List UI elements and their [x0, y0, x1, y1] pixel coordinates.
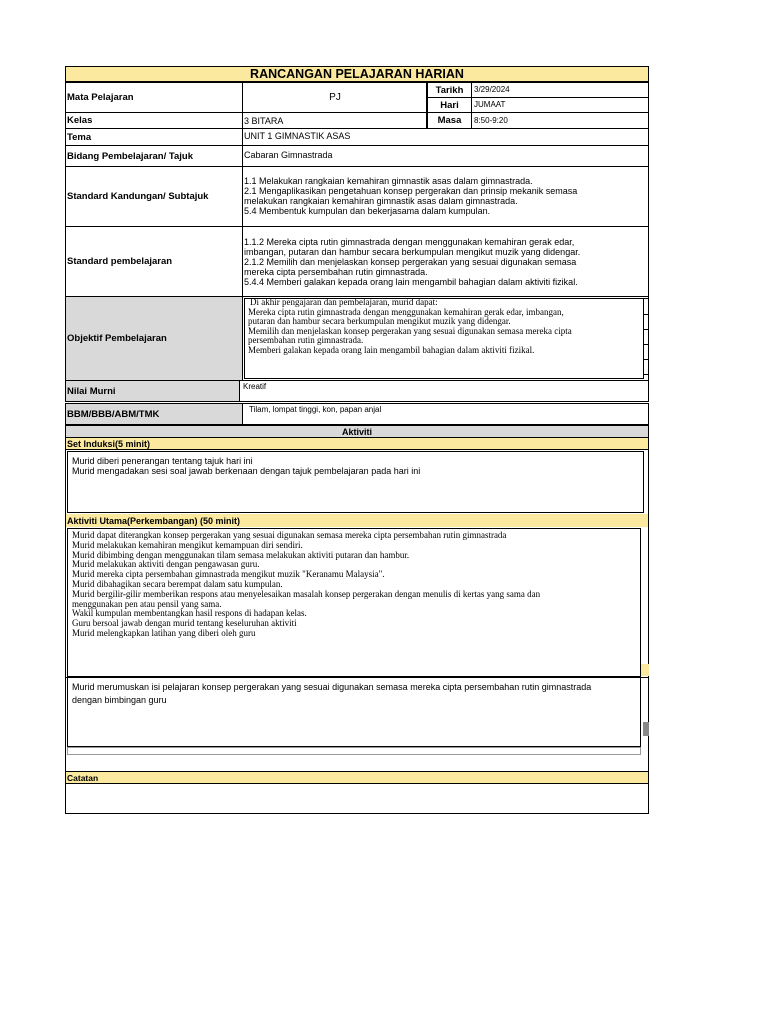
objektif-text	[248, 298, 644, 356]
au-line: Murid mereka cipta persembahan gimnastrada mengikut muzik "Keranamu Malaysia".	[72, 569, 385, 580]
obj-line: Memilih dan menjelaskan konsep pergerakan yang sesuai digunakan semasa mereka cipta	[248, 325, 572, 336]
sp-line: imbangan, putaran dan hambur secara berkumpulan mengikut muzik yang didengar.	[244, 247, 581, 257]
standard-pembelajaran-text	[244, 237, 646, 287]
obj-line: Mereka cipta rutin gimnastrada dengan menggunakan kemahiran gerak edar, imbangan,	[248, 306, 564, 317]
au-line: Murid dibimbing dengan menggunakan tilam semasa melakukan aktiviti putaran dan hambur.	[72, 549, 410, 560]
obj-line: Di akhir pengajaran dan pembelajaran, murid dapat:	[250, 297, 438, 307]
sp-line: 1.1.2 Mereka cipta rutin gimnastrada dengan menggunakan kemahiran gerak edar,	[244, 237, 575, 247]
au-line: menggunakan pen atau pensil yang sama.	[72, 598, 222, 609]
penutup-line: dengan bimbingan guru	[72, 694, 167, 705]
obj-line: Memberi galakan kepada orang lain mengambil bahagian dalam aktiviti fizikal.	[248, 344, 535, 355]
mata-pelajaran-label: Mata Pelajaran	[67, 92, 134, 103]
nilai-murni-value: Kreatif	[243, 382, 267, 391]
page-title: RANCANGAN PELAJARAN HARIAN	[250, 67, 464, 81]
kelas-value: 3 BITARA	[244, 115, 284, 126]
mata-pelajaran-value: PJ	[329, 91, 341, 103]
sp-line: 2.1.2 Memilih dan menjelaskan konsep pergerakan yang sesuai digunakan semasa	[244, 257, 577, 267]
standard-kandungan-label: Standard Kandungan/ Subtajuk	[67, 191, 209, 202]
au-line: Guru bersoal jawab dengan murid tentang keseluruhan aktiviti	[72, 618, 297, 629]
catatan-label: Catatan	[67, 772, 99, 783]
bidang-label: Bidang Pembelajaran/ Tajuk	[67, 150, 194, 162]
au-line: Murid melengkapkan latihan yang diberi oleh guru	[72, 627, 256, 638]
set-induksi-label: Set Induksi(5 minit)	[67, 438, 151, 449]
masa-label: Masa	[437, 115, 462, 126]
sk-line: 5.4 Membentuk kumpulan dan bekerjasama dalam kumpulan.	[244, 206, 491, 216]
au-line: Murid melakukan aktiviti dengan pengawasan guru.	[72, 559, 260, 570]
au-line: Murid dibahagikan secara berempat dalam satu kumpulan.	[72, 578, 283, 589]
si-line: Murid mengadakan sesi soal jawab berkenaan dengan tajuk pembelajaran pada hari ini	[72, 466, 421, 476]
catatan-area	[65, 783, 649, 814]
au-line: Murid bergilir-gilir memberikan respons atau menyelesaikan masalah konsep pergerakan dengan menulis di kertas yang sama dan	[72, 588, 541, 599]
objektif-side-lines	[644, 298, 649, 379]
au-line: Murid melakukan kemahiran mengikut kemampuan diri sendiri.	[72, 539, 303, 550]
set-induksi-text	[72, 456, 632, 476]
sk-line: melakukan rangkaian kemahiran gimnastik asas dalam gimnastrada.	[244, 196, 518, 206]
sk-line: 1.1 Melakukan rangkaian kemahiran gimnastik asas dalam gimnastrada.	[244, 176, 533, 186]
bbm-label: BBM/BBB/ABM/TMK	[67, 408, 160, 420]
sp-line: mereka cipta persembahan rutin gimnastrada.	[244, 267, 428, 277]
au-line: Murid dapat diterangkan konsep pergerakan yang sesuai digunakan semasa mereka cipta persembahan rutin gimnastrada	[72, 530, 507, 540]
standard-pembelajaran-label: Standard pembelajaran	[67, 256, 173, 267]
obj-line: persembahan rutin gimnastrada.	[248, 335, 364, 346]
sp-line: 5.4.4 Memberi galakan kepada orang lain mengambil bahagian dalam aktiviti fizikal.	[244, 277, 578, 287]
au-line: Wakil kumpulan membentangkan hasil respons di hadapan kelas.	[72, 608, 307, 619]
aktiviti-utama-label: Aktiviti Utama(Perkembangan) (50 minit)	[67, 515, 241, 526]
penutup-edge-mark	[643, 722, 649, 736]
aktiviti-utama-edge	[641, 664, 649, 676]
aktiviti-utama-text	[72, 531, 638, 639]
tarikh-label: Tarikh	[435, 84, 464, 96]
bidang-value: Cabaran Gimnastrada	[244, 150, 333, 160]
sk-line: 2.1 Mengaplikasikan pengetahuan konsep pergerakan dan prinsip mekanik semasa	[244, 186, 578, 196]
tema-label: Tema	[67, 131, 92, 143]
penutup-textbox-bottom	[67, 747, 641, 755]
tarikh-value: 3/29/2024	[474, 85, 510, 94]
penutup-text	[72, 681, 638, 706]
hari-label: Hari	[440, 99, 459, 111]
kelas-label: Kelas	[67, 115, 93, 126]
bbm-value: Tilam, lompat tinggi, kon, papan anjal	[249, 405, 382, 414]
masa-value: 8:50-9:20	[474, 115, 508, 125]
hari-value: JUMAAT	[474, 100, 506, 109]
objektif-label: Objektif Pembelajaran	[67, 333, 167, 344]
penutup-line: Murid merumuskan isi pelajaran konsep pergerakan yang sesuai digunakan semasa mereka cipta persembahan rutin gimnastrada	[72, 682, 592, 692]
standard-kandungan-text	[244, 176, 646, 216]
nilai-murni-label: Nilai Murni	[67, 385, 116, 397]
obj-line: putaran dan hambur secara berkumpulan mengikut muzik yang didengar.	[248, 316, 511, 327]
tema-value: UNIT 1 GIMNASTIK ASAS	[244, 131, 351, 141]
aktiviti-label: Aktiviti	[341, 426, 372, 437]
si-line: Murid diberi penerangan tentang tajuk hari ini	[72, 456, 253, 466]
